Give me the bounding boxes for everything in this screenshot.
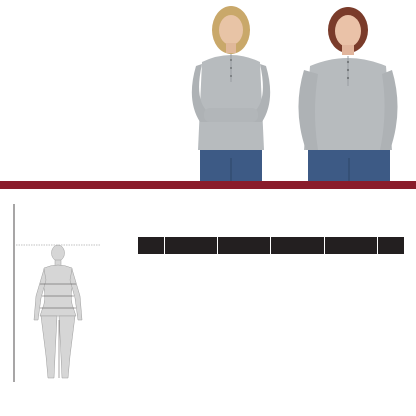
column-header-waist [218, 237, 271, 254]
close-fit-section [0, 0, 416, 181]
column-header-chest [165, 237, 218, 254]
model-photo-ellie [292, 0, 410, 181]
size-chart-table [138, 237, 404, 254]
column-header-sleeve [377, 237, 404, 254]
body-measurement-diagram [0, 196, 105, 386]
column-header-inside-leg [324, 237, 377, 254]
accent-divider [0, 181, 416, 189]
table-header-row [138, 237, 404, 254]
model-photo-tracey [178, 0, 283, 181]
column-header-hips [271, 237, 324, 254]
column-header-size [138, 237, 165, 254]
